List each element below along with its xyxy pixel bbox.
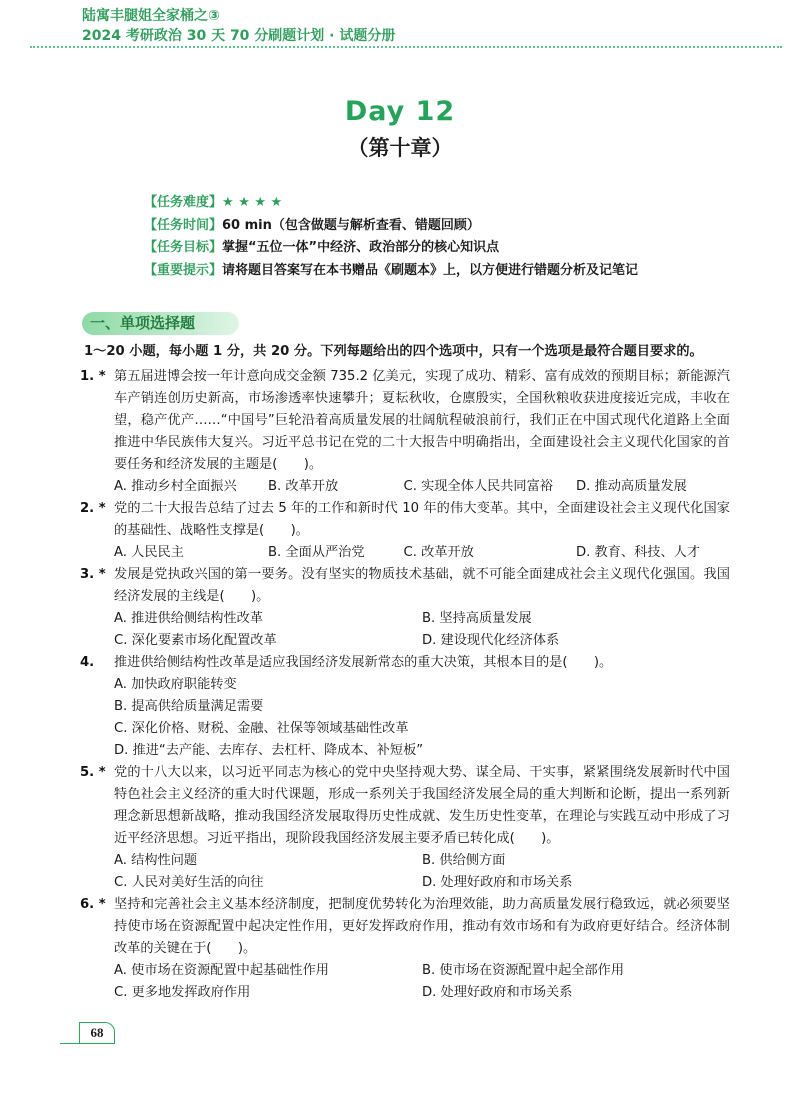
section-instructions: 1～20 小题，每小题 1 分，共 20 分。下列每题给出的四个选项中，只有一个选项是最符合题目要求的。 bbox=[84, 344, 703, 359]
page-number-underline bbox=[60, 1043, 80, 1044]
option-list bbox=[80, 850, 730, 894]
page-number: 68 bbox=[79, 1022, 115, 1044]
option-list bbox=[80, 542, 730, 564]
question-number: 3. * bbox=[80, 567, 106, 582]
task-tip-tag: 【重要提示】 bbox=[144, 262, 223, 278]
question-1 bbox=[80, 366, 730, 498]
task-time bbox=[144, 215, 638, 238]
question-3 bbox=[80, 564, 730, 652]
option-list bbox=[80, 476, 730, 498]
option-a[interactable]: A. 人民民主 bbox=[114, 545, 184, 560]
question-number: 2. * bbox=[80, 501, 106, 516]
question-number: 6. * bbox=[80, 897, 106, 912]
question-number: 5. * bbox=[80, 765, 106, 780]
task-goal bbox=[144, 237, 638, 260]
option-c[interactable]: C. 改革开放 bbox=[403, 545, 474, 560]
question-stem: 党的二十大报告总结了过去 5 年的工作和新时代 10 年的伟大变革。其中，全面建设社会主义现代化国家的基础性、战略性支撑是( )。 bbox=[114, 501, 730, 538]
question-stem: 第五届进博会按一年计意向成交金额 735.2 亿美元，实现了成功、精彩、富有成效的预期目标；新能源汽车产销连创历史新高，市场渗透率快速攀升；夏耘秋收，仓廪殷实，全国秋粮收获进度接近完成，丰收在望，稳产优产……“中国号”巨轮沿着高质量发展的壮阔航程破浪前行，我们正在中国式现代化道路上全面推进中华民族伟大复兴。习近平总书记在党的二十大报告中明确指出，全面建设社会主义现代化国家的首要任务和经济发展的主题是( )。 bbox=[114, 369, 730, 472]
option-c[interactable]: C. 实现全体人民共同富裕 bbox=[403, 479, 553, 494]
option-c[interactable]: C. 人民对美好生活的向往 bbox=[114, 875, 264, 890]
section-title: 一、单项选择题 bbox=[90, 314, 196, 332]
task-tip bbox=[144, 260, 638, 283]
header-dotted-divider bbox=[30, 46, 782, 48]
option-a[interactable]: A. 推动乡村全面振兴 bbox=[114, 479, 237, 494]
header-series-title: 陆寓丰腿姐全家桶之③ bbox=[82, 8, 220, 24]
question-2 bbox=[80, 498, 730, 564]
question-stem: 发展是党执政兴国的第一要务。没有坚实的物质技术基础，就不可能全面建成社会主义现代化强国。我国经济发展的主线是( )。 bbox=[114, 567, 730, 604]
chapter-title: （第十章） bbox=[347, 136, 453, 160]
option-c[interactable]: C. 深化价格、财税、金融、社保等领域基础性改革 bbox=[114, 721, 409, 736]
option-a[interactable]: A. 结构性问题 bbox=[114, 853, 198, 868]
header-book-title: 2024 考研政治 30 天 70 分刷题计划 · 试题分册 bbox=[82, 28, 396, 44]
question-5 bbox=[80, 762, 730, 894]
day-title: Day 12 bbox=[344, 96, 456, 127]
question-number: 4. bbox=[80, 655, 95, 670]
option-d[interactable]: D. 推动高质量发展 bbox=[575, 479, 687, 494]
option-list bbox=[80, 608, 730, 652]
option-list bbox=[80, 674, 730, 762]
option-a[interactable]: A. 加快政府职能转变 bbox=[114, 677, 237, 692]
difficulty-stars: ★ ★ ★ ★ bbox=[222, 195, 283, 210]
question-stem: 坚持和完善社会主义基本经济制度，把制度优势转化为治理效能，助力高质量发展行稳致远，就必须要坚持使市场在资源配置中起决定性作用，更好发挥政府作用，推动有效市场和有为政府更好结合。经济体制改革的关键在于( )。 bbox=[114, 897, 730, 956]
option-list bbox=[80, 960, 730, 1004]
option-d[interactable]: D. 推进“去产能、去库存、去杠杆、降成本、补短板” bbox=[114, 743, 424, 758]
option-a[interactable]: A. 推进供给侧结构性改革 bbox=[114, 611, 264, 626]
option-b[interactable]: B. 坚持高质量发展 bbox=[422, 611, 532, 626]
option-b[interactable]: B. 全面从严治党 bbox=[268, 545, 365, 560]
option-d[interactable]: D. 建设现代化经济体系 bbox=[422, 633, 560, 648]
running-header bbox=[82, 6, 395, 46]
option-a[interactable]: A. 使市场在资源配置中起基础性作用 bbox=[114, 963, 329, 978]
task-info-block bbox=[144, 192, 638, 282]
task-time-tag: 【任务时间】 bbox=[144, 217, 223, 233]
task-goal-tag: 【任务目标】 bbox=[144, 240, 223, 255]
task-difficulty bbox=[144, 192, 638, 215]
question-stem: 推进供给侧结构性改革是适应我国经济发展新常态的重大决策，其根本目的是( )。 bbox=[114, 655, 613, 670]
option-d[interactable]: D. 处理好政府和市场关系 bbox=[422, 875, 573, 890]
task-goal-text: 掌握“五位一体”中经济、政治部分的核心知识点 bbox=[222, 240, 500, 255]
question-6 bbox=[80, 894, 730, 1004]
question-4 bbox=[80, 652, 730, 762]
option-b[interactable]: B. 使市场在资源配置中起全部作用 bbox=[422, 963, 625, 978]
task-tip-text: 请将题目答案写在本书赠品《刷题本》上，以方便进行错题分析及记笔记 bbox=[222, 262, 639, 278]
option-d[interactable]: D. 处理好政府和市场关系 bbox=[422, 985, 573, 1000]
question-stem: 党的十八大以来，以习近平同志为核心的党中央坚持观大势、谋全局、干实事，紧紧围绕发展新时代中国特色社会主义经济的重大时代课题，形成一系列关于我国经济发展全局的重大判断和论断，提出一系列新理念新思想新战略，推动我国经济发展取得历史性成就、发生历史性变革，在理论与实践互动中形成了习近平经济思想。习近平指出，现阶段我国经济发展主要矛盾已转化成( )。 bbox=[114, 765, 730, 846]
option-b[interactable]: B. 改革开放 bbox=[268, 479, 339, 494]
option-b[interactable]: B. 供给侧方面 bbox=[422, 853, 506, 868]
question-list bbox=[80, 366, 730, 1004]
task-difficulty-tag: 【任务难度】 bbox=[144, 195, 223, 210]
task-time-text: 60 min（包含做题与解析查看、错题回顾） bbox=[222, 217, 480, 233]
option-b[interactable]: B. 提高供给质量满足需要 bbox=[114, 699, 264, 714]
option-d[interactable]: D. 教育、科技、人才 bbox=[575, 545, 701, 560]
question-number: 1. * bbox=[80, 369, 106, 384]
option-c[interactable]: C. 更多地发挥政府作用 bbox=[114, 985, 251, 1000]
option-c[interactable]: C. 深化要素市场化配置改革 bbox=[114, 633, 277, 648]
